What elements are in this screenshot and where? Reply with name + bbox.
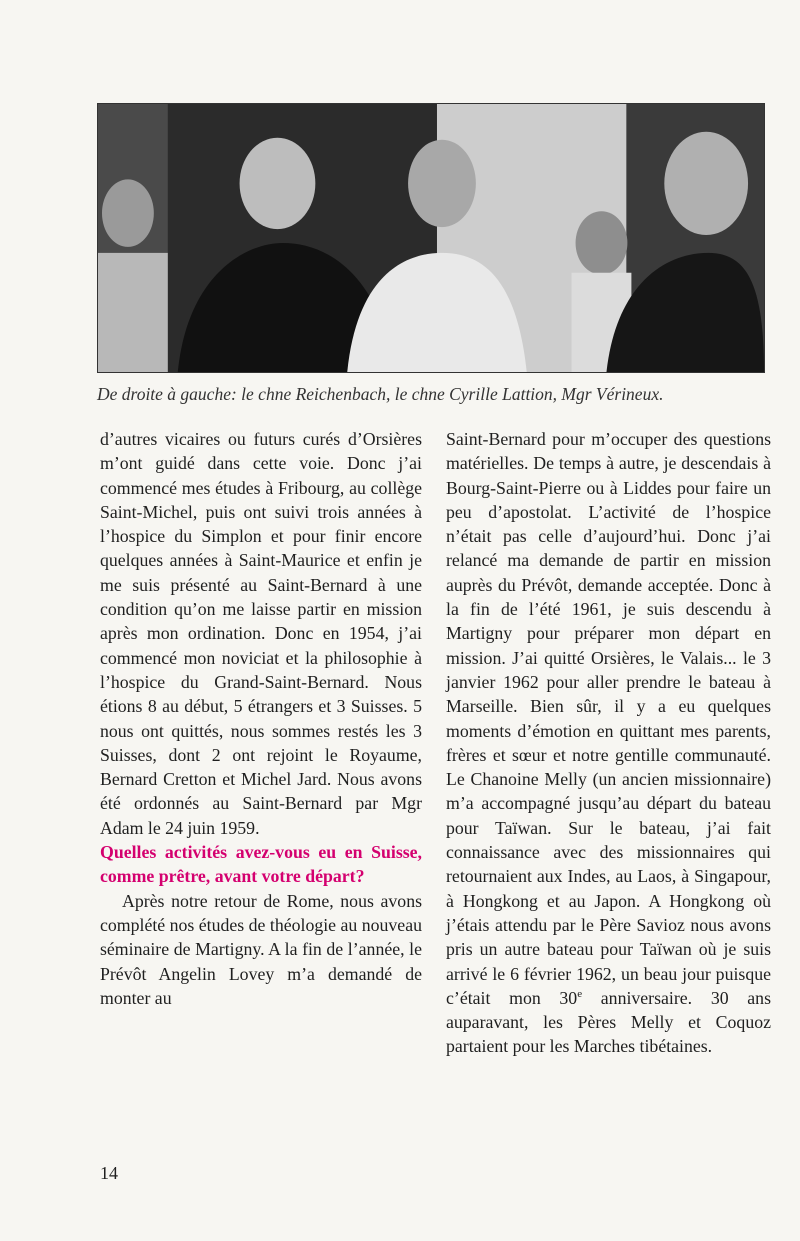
group-photo <box>97 103 765 373</box>
right-paragraph-text-a: Saint-Bernard pour m’occuper des questions matérielles. De temps à autre, je descendais à Bourg-Saint-Pierre ou à Liddes pour faire un peu d’apostolat. L’activité de l’hospice n’était pas celle d’aujourd’hui. Donc j’ai relancé ma demande de partir en mission auprès du Prévôt, demande acceptée. Donc à la fin de l’été 1961, je suis descendu à Martigny pour préparer mon départ en mission. J’ai quitté Orsières, le Valais... le 3 janvier 1962 pour aller prendre le bateau à Marseille. Bien sûr, il y a eu quelques moments d’émotion en quittant mes parents, frères et sœur et notre gentille communauté. Le Chanoine Melly (un ancien missionnaire) m’a accompagné jusqu’au départ du bateau pour Taïwan. Sur le bateau, j’ai fait connaissance avec des missionnaires qui retournaient aux Indes, au Laos, à Singapour, à Hongkong et au Japon. A Hongkong où j’étais attendu par le Père Savioz nous avons pris un autre bateau pour Taïwan où je suis arrivé le 6 février 1962, un beau jour puisque c’était mon 30 <box>446 429 771 1008</box>
right-paragraph <box>446 427 771 1059</box>
right-paragraph-text-b: anniversaire. 30 ans auparavant, les Pères Melly et Coquoz partaient pour les Marches tibétaines. <box>446 987 771 1057</box>
right-column <box>446 427 771 1059</box>
left-column <box>100 427 422 1010</box>
ordinal-superscript: e <box>577 987 583 1000</box>
photo-caption: De droite à gauche: le chne Reichenbach, le chne Cyrille Lattion, Mgr Vérineux. <box>97 384 664 404</box>
group-photo-icon <box>98 104 764 372</box>
page-number: 14 <box>100 1163 118 1183</box>
left-paragraph-2: Après notre retour de Rome, nous avons complété nos études de théologie au nouveau séminaire de Martigny. A la fin de l’année, le Prévôt Angelin Lovey m’a demandé de monter au <box>100 890 422 1008</box>
interview-question: Quelles activités avez-vous eu en Suisse, comme prêtre, avant votre départ? <box>100 842 422 887</box>
left-paragraph-1: d’autres vicaires ou futurs curés d’Orsières m’ont guidé dans cette voie. Donc j’ai commencé mes études à Fribourg, au collège Saint-Michel, puis ont suivi trois années à l’hospice du Simplon et pour finir encore quelques années à Saint-Maurice et enfin je me suis présenté au Saint-Bernard à une condition qu’on me laisse partir en mission après mon ordination. Donc en 1954, j’ai commencé mon noviciat et la philosophie à l’hospice du Grand-Saint-Bernard. Nous étions 8 au début, 5 étrangers et 3 Suisses. 5 nous ont quittés, nous sommes restés les 3 Suisses, dont 2 ont rejoint le Royaume, Bernard Cretton et Michel Jard. Nous avons été ordonnés au Saint-Bernard par Mgr Adam le 24 juin 1959. <box>100 429 422 838</box>
